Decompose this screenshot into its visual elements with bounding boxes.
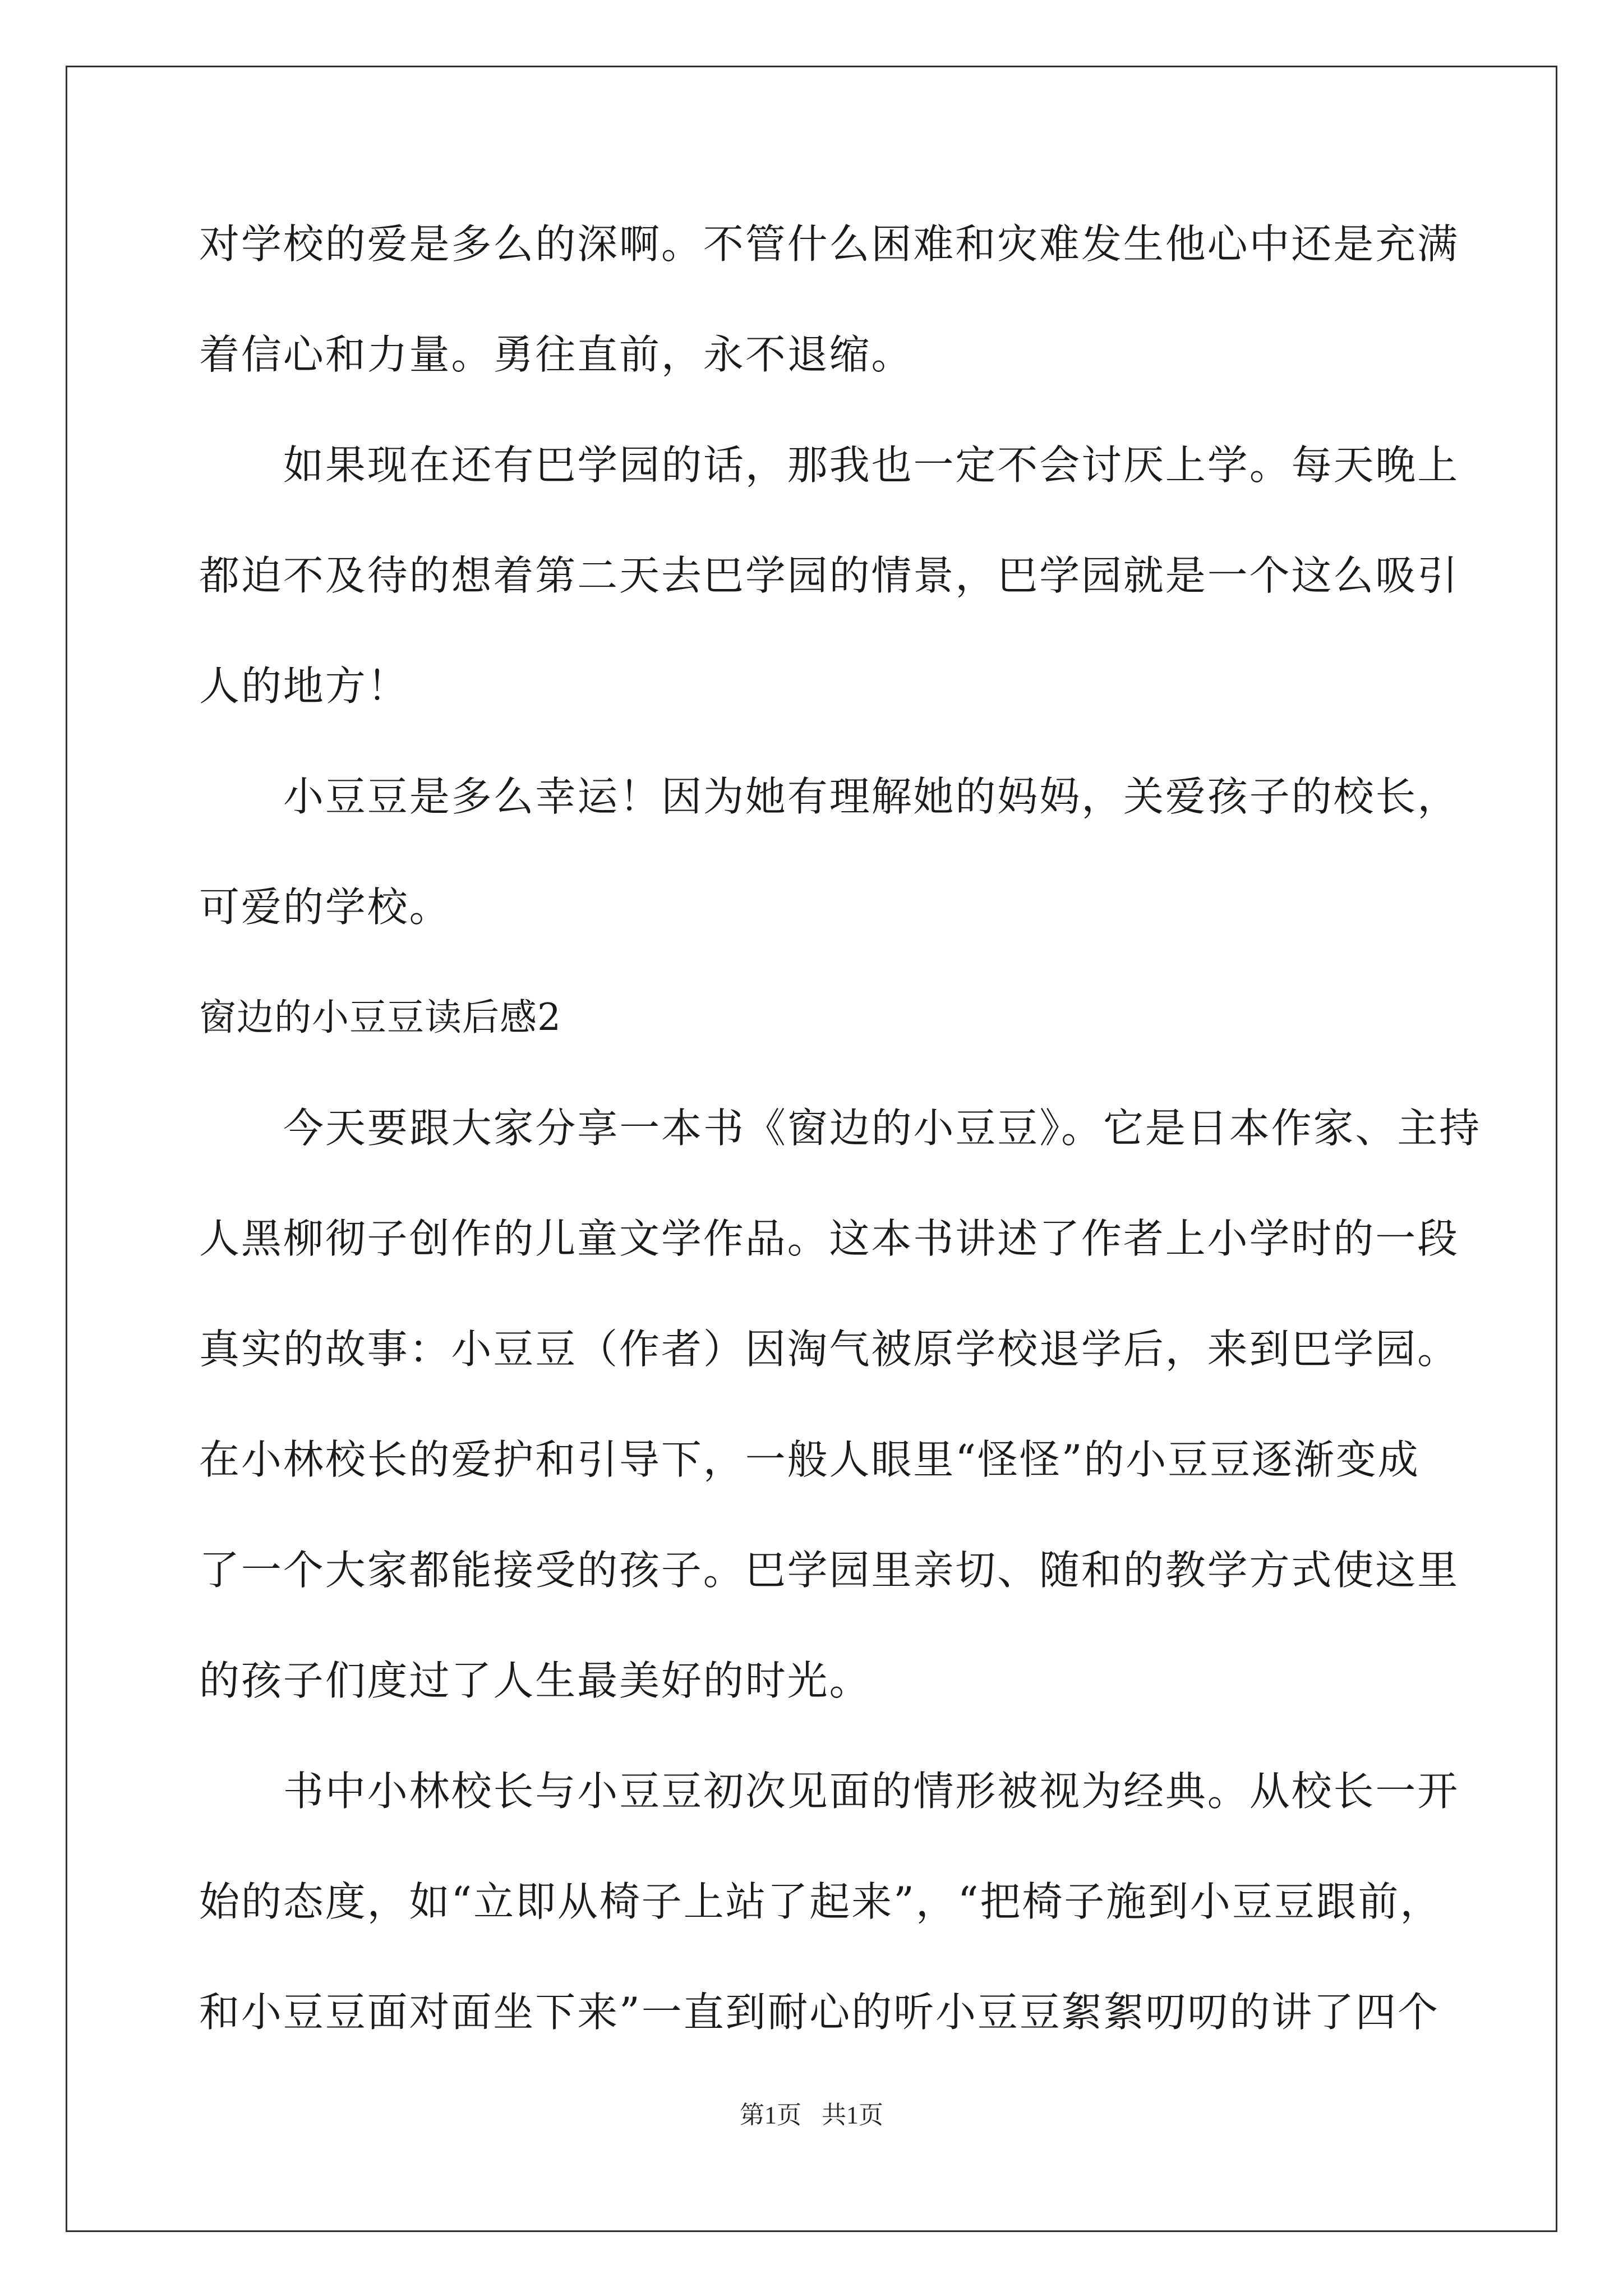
text-line: 可爱的学校。 xyxy=(199,884,451,931)
text-line: 人的地方！ xyxy=(199,662,409,710)
text-line: 始的态度，如“立即从椅子上站了起来”，“把椅子施到小豆豆跟前， xyxy=(199,1878,1442,1925)
page-footer xyxy=(0,2100,1623,2131)
text-line: 的孩子们度过了人生最美好的时光。 xyxy=(199,1657,872,1704)
text-line: 对学校的爱是多么的深啊。不管什么困难和灾难发生他心中还是充满 xyxy=(199,220,1460,268)
text-line: 了一个大家都能接受的孩子。巴学园里亲切、随和的教学方式使这里 xyxy=(199,1547,1460,1594)
paragraph-start: 如果现在还有巴学园的话，那我也一定不会讨厌上学。每天晚上 xyxy=(283,441,1460,489)
text-line: 都迫不及待的想着第二天去巴学园的情景，巴学园就是一个这么吸引 xyxy=(199,552,1460,599)
text-line: 真实的故事：小豆豆（作者）因淘气被原学校退学后，来到巴学园。 xyxy=(199,1326,1460,1373)
page-total: 共1页 xyxy=(822,2101,883,2129)
text-line: 在小林校长的爱护和引导下，一般人眼里“怪怪”的小豆豆逐渐变成 xyxy=(199,1436,1420,1483)
page-number: 第1页 xyxy=(740,2101,801,2129)
paragraph-start: 书中小林校长与小豆豆初次见面的情形被视为经典。从校长一开 xyxy=(283,1768,1460,1815)
paragraph-start: 今天要跟大家分享一本书《窗边的小豆豆》。它是日本作家、主持 xyxy=(283,1105,1482,1152)
section-title: 窗边的小豆豆读后感2 xyxy=(199,996,561,1039)
text-line: 和小豆豆面对面坐下来”一直到耐心的听小豆豆絮絮叨叨的讲了四个 xyxy=(199,1989,1440,2036)
text-line: 着信心和力量。勇往直前，永不退缩。 xyxy=(199,331,914,378)
paragraph-start: 小豆豆是多么幸运！因为她有理解她的妈妈，关爱孩子的校长， xyxy=(283,773,1460,820)
text-line: 人黑柳彻子创作的儿童文学作品。这本书讲述了作者上小学时的一段 xyxy=(199,1215,1460,1262)
document-body xyxy=(199,216,1482,2040)
